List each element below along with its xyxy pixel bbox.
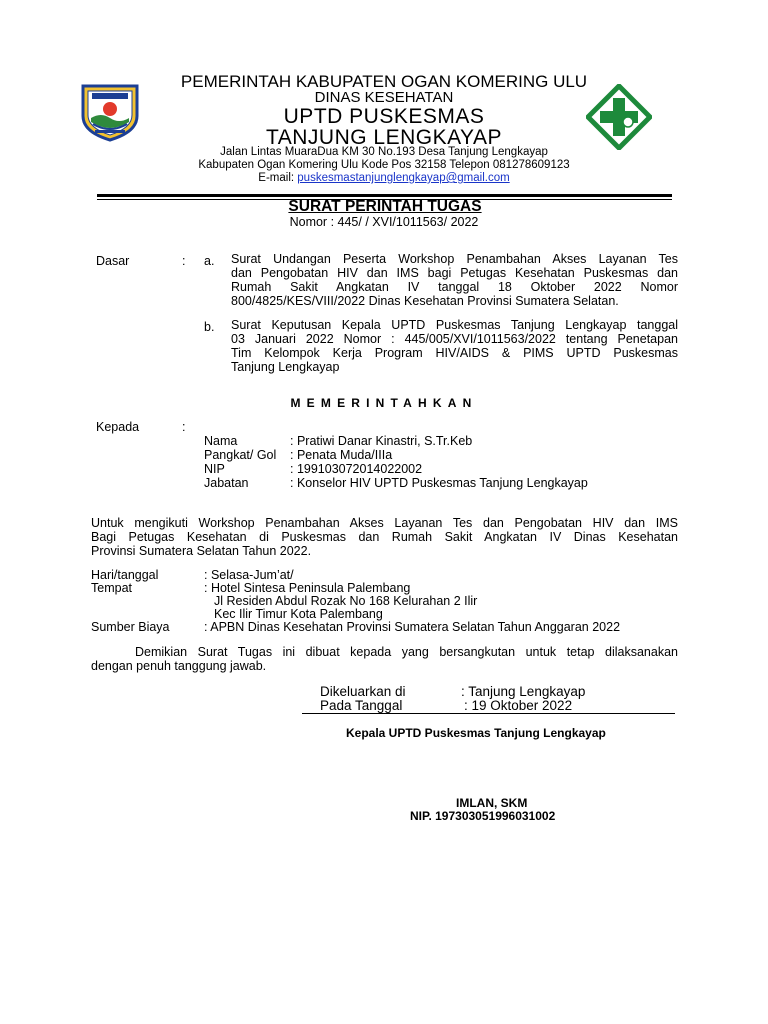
purpose-paragraph [91, 516, 678, 558]
purpose-line: Untuk mengikuti Workshop Penambahan Akses Layanan Tes dan Pengobatan HIV dan IMS [91, 516, 678, 530]
dasar-b-marker: b. [204, 320, 215, 334]
header-unit: UPTD PUSKESMAS [283, 105, 485, 128]
header-government: PEMERINTAH KABUPATEN OGAN KOMERING ULU [180, 72, 588, 91]
dasar-b-text [231, 318, 678, 374]
dasar-a-line: Surat Undangan Peserta Workshop Penambahan Akses Layanan Tes [231, 252, 678, 266]
dasar-a-line: Rumah Sakit Angkatan IV tanggal 18 Oktober 2022 Nomor [231, 280, 678, 294]
hari-label: Hari/tanggal [91, 568, 159, 582]
closing-line: dengan penuh tanggung jawab. [91, 659, 267, 673]
issued-place-value: : Tanjung Lengkayap [461, 684, 586, 699]
closing-line: Demikian Surat Tugas ini dibuat kepada yang bersangkutan untuk tetap dilaksanakan [135, 645, 678, 659]
nip-value: : 199103072014022002 [290, 462, 423, 476]
header-address-2: Kabupaten Ogan Komering Ulu Kode Pos 32158 Telepon 081278609123 [198, 159, 570, 171]
header-divider-thick [97, 194, 672, 197]
signer-nip: NIP. 197303051996031002 [410, 809, 556, 823]
signer-position: Kepala UPTD Puskesmas Tanjung Lengkayap [346, 726, 606, 740]
nama-value: : Pratiwi Danar Kinastri, S.Tr.Keb [290, 434, 473, 448]
dasar-b-line: 03 Januari 2022 Nomor : 445/005/XVI/1011563/2022 tentang Penetapan [231, 332, 678, 346]
kepada-colon: : [182, 420, 186, 434]
issued-date-value: : 19 Oktober 2022 [464, 698, 573, 713]
dasar-label: Dasar [96, 254, 130, 268]
signer-name: IMLAN, SKM [456, 796, 528, 810]
pangkat-label: Pangkat/ Gol [204, 448, 277, 462]
dasar-a-line: dan Pengobatan HIV dan IMS bagi Petugas Kesehatan Puskesmas dan [231, 266, 678, 280]
document-number: Nomor : 445/ / XVI/1011563/ 2022 [289, 215, 479, 229]
jabatan-label: Jabatan [204, 476, 249, 490]
hari-value: : Selasa-Jum’at/ [204, 568, 294, 582]
tempat-address: Jl Residen Abdul Rozak No 168 Kelurahan 2 Ilir [214, 594, 478, 608]
signature-divider [302, 713, 675, 714]
jabatan-value: : Konselor HIV UPTD Puskesmas Tanjung Lengkayap [290, 476, 588, 490]
email-link[interactable]: puskesmastanjunglengkayap@gmail.com [297, 172, 510, 184]
issued-place-label: Dikeluarkan di [320, 684, 406, 699]
closing-paragraph [91, 645, 678, 673]
nip-label: NIP [204, 462, 225, 476]
sumber-label: Sumber Biaya [91, 620, 170, 634]
tempat-value: : Hotel Sintesa Peninsula Palembang [204, 581, 411, 595]
purpose-line: Provinsi Sumatera Selatan Tahun 2022. [91, 544, 312, 558]
dasar-b-line: Surat Keputusan Kepala UPTD Puskesmas Tanjung Lengkayap tanggal [231, 318, 678, 332]
issued-date-label: Pada Tanggal [320, 698, 403, 713]
dasar-b-line: Tim Kelompok Kerja Program HIV/AIDS & PIMS UPTD Puskesmas [231, 346, 678, 360]
document-title: SURAT PERINTAH TUGAS [288, 198, 482, 215]
dasar-b-line: Tanjung Lengkayap [231, 360, 340, 374]
nama-label: Nama [204, 434, 238, 448]
header-email-line [0, 172, 768, 184]
memerintahkan-heading: MEMERINTAHKAN [290, 396, 478, 410]
header-agency: DINAS KESEHATAN [314, 89, 454, 106]
email-label: E-mail: [258, 172, 298, 184]
tempat-district: Kec Ilir Timur Kota Palembang [214, 607, 383, 621]
purpose-line: Bagi Petugas Kesehatan di Puskesmas dan Rumah Sakit Angkatan IV Dinas Kesehatan [91, 530, 678, 544]
dasar-a-text [231, 252, 678, 308]
header-location: TANJUNG LENGKAYAP [265, 126, 503, 149]
dasar-a-marker: a. [204, 254, 215, 268]
dasar-colon: : [182, 254, 186, 268]
sumber-value: : APBN Dinas Kesehatan Provinsi Sumatera Selatan Tahun Anggaran 2022 [204, 620, 621, 634]
header-address-1: Jalan Lintas MuaraDua KM 30 No.193 Desa Tanjung Lengkayap [220, 146, 548, 158]
dasar-a-line: 800/4825/KES/VIII/2022 Dinas Kesehatan Provinsi Sumatera Selatan. [231, 294, 619, 308]
kepada-label: Kepada [96, 420, 140, 434]
pangkat-value: : Penata Muda/IIIa [290, 448, 393, 462]
tempat-label: Tempat [91, 581, 132, 595]
